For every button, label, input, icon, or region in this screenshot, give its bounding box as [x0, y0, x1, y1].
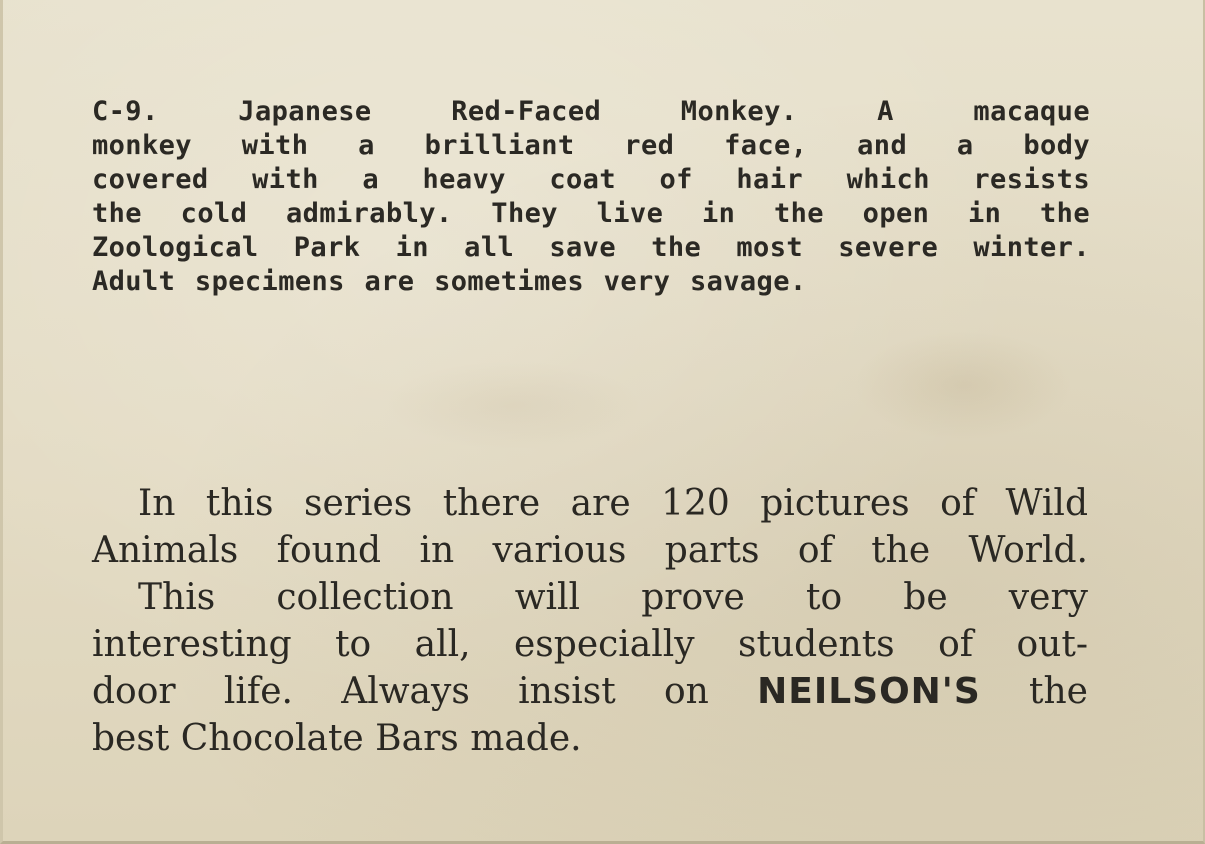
description-line: Adult specimens are sometimes very savage.	[92, 266, 807, 297]
description-line: covered with a heavy coat of hair which resists	[92, 164, 1090, 195]
promo-line: interesting to all, especially students of out-	[92, 624, 1088, 665]
description-line: C-9. Japanese Red-Faced Monkey. A macaque	[92, 96, 1090, 127]
promo-line: In this series there are 120 pictures of Wild	[138, 483, 1088, 524]
promo-line-text: door life. Always insist on	[92, 671, 709, 712]
paper-stain	[853, 330, 1073, 440]
description-line: monkey with a brilliant red face, and a body	[92, 130, 1090, 161]
promo-line: This collection will prove to be very	[138, 577, 1088, 618]
promo-line: Animals found in various parts of the World.	[92, 530, 1088, 571]
promo-line-text: the	[1029, 671, 1088, 712]
promo-line: best Chocolate Bars made.	[92, 718, 582, 759]
promo-line	[92, 668, 1088, 715]
description-line: Zoological Park in all save the most severe winter.	[92, 232, 1090, 263]
paper-stain	[383, 360, 643, 450]
animal-description	[92, 95, 1090, 299]
description-line: the cold admirably. They live in the open in the	[92, 198, 1090, 229]
brand-name: NEILSON'S	[757, 671, 981, 712]
series-promo-text	[92, 480, 1088, 762]
